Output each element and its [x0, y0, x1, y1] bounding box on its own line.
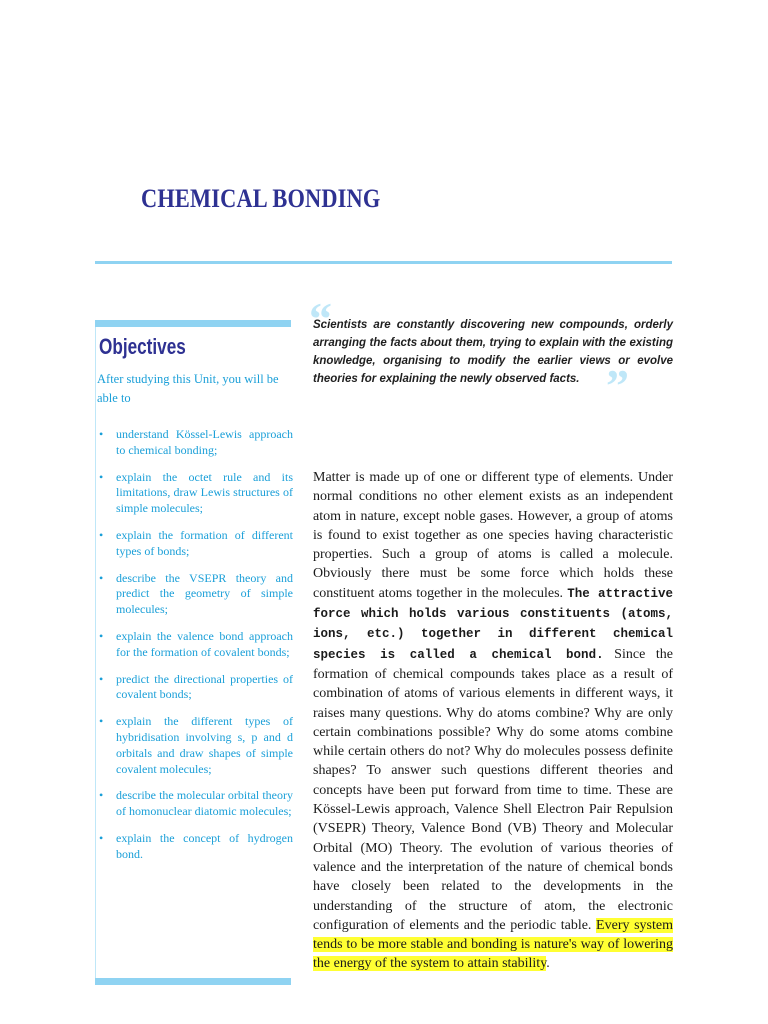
objectives-bottom-bar [95, 978, 291, 985]
bullet-icon: • [99, 527, 104, 542]
body-text-part1: Matter is made up of one or different type of elements. Under normal conditions no other element exists as an independent atom in nature, except noble gases. However, a group of atoms is found to exist together as one species having characteristic properties. Such a group of atoms is called a molecule. Obviously there must be some force which holds these constituent atoms together in the molecules. [313, 470, 673, 601]
objective-item [97, 672, 293, 704]
objective-text: explain the octet rule and its limitations, draw Lewis structures of simple molecules; [116, 469, 293, 516]
bullet-icon: • [99, 714, 104, 729]
objective-text: describe the molecular orbital theory of homonuclear diatomic molecules; [116, 788, 293, 819]
objectives-side-line [95, 327, 96, 982]
bullet-icon: • [99, 830, 104, 845]
bullet-icon: • [99, 628, 104, 643]
objective-text: explain the formation of different types of bonds; [116, 527, 293, 558]
objective-item [97, 571, 293, 618]
bullet-icon: • [99, 570, 104, 585]
objective-item [97, 470, 293, 517]
body-text-end: . [546, 956, 550, 972]
highlighted-text: Every system tends to be more stable and bonding is nature's way of lowering the energy of the system to attain stability [313, 917, 673, 972]
bullet-icon: • [99, 671, 104, 686]
objective-item [97, 427, 293, 459]
body-text-part2: Since the formation of chemical compounds takes place as a result of combination of atoms of various elements in different ways, it raises many questions. Why do atoms combine? Why are only certain combinations possible? Why do some atoms combine while certain others do not? Why do molecules possess definite shapes? To answer such questions different theories and concepts have been put forward from time to time. These are Kössel-Lewis approach, Valence Shell Electron Pair Repulsion (VSEPR) Theory, Valence Bond (VB) Theory and Molecular Orbital (MO) Theory. The evolution of various theories of valence and the interpretation of the nature of chemical bonds have closely been related to the developments in the understanding of the structure of atom, the electronic configuration of elements and the periodic table. [313, 646, 673, 933]
objective-text: explain the valence bond approach for the formation of covalent bonds; [116, 628, 293, 659]
objective-item [97, 788, 293, 820]
objective-item [97, 831, 293, 863]
bullet-icon: • [99, 788, 104, 803]
chapter-title: CHEMICAL BONDING [141, 184, 381, 213]
objective-text: explain the concept of hydrogen bond. [116, 830, 293, 861]
objectives-heading: Objectives [99, 334, 186, 359]
objectives-list [97, 427, 293, 874]
objectives-intro: After studying this Unit, you will be able to [97, 372, 279, 405]
objective-item [97, 528, 293, 560]
chemical-bond-definition: The attractive force which holds various constituents (atoms, ions, etc.) together in different chemical species is called a chemical bond. [313, 586, 673, 662]
chapter-quote: Scientists are constantly discovering new compounds, orderly arranging the facts about them, trying to explain with the existing knowledge, organising to modify the earlier views or evolve theories for explaining the newly observed facts. [313, 319, 673, 385]
close-quote-icon: ” [606, 360, 629, 411]
objective-item [97, 629, 293, 661]
title-divider [95, 261, 672, 264]
objective-text: describe the VSEPR theory and predict the geometry of simple molecules; [116, 570, 293, 617]
objectives-top-bar [95, 320, 291, 327]
open-quote-icon: “ [309, 293, 332, 344]
objective-text: understand Kössel-Lewis approach to chemical bonding; [116, 427, 293, 457]
bullet-icon: • [99, 427, 104, 441]
objective-item [97, 714, 293, 777]
bullet-icon: • [99, 469, 104, 484]
body-paragraph [313, 468, 673, 974]
objective-text: predict the directional properties of covalent bonds; [116, 671, 293, 702]
objective-text: explain the different types of hybridisation involving s, p and d orbitals and draw shapes of simple covalent molecules; [116, 714, 293, 776]
